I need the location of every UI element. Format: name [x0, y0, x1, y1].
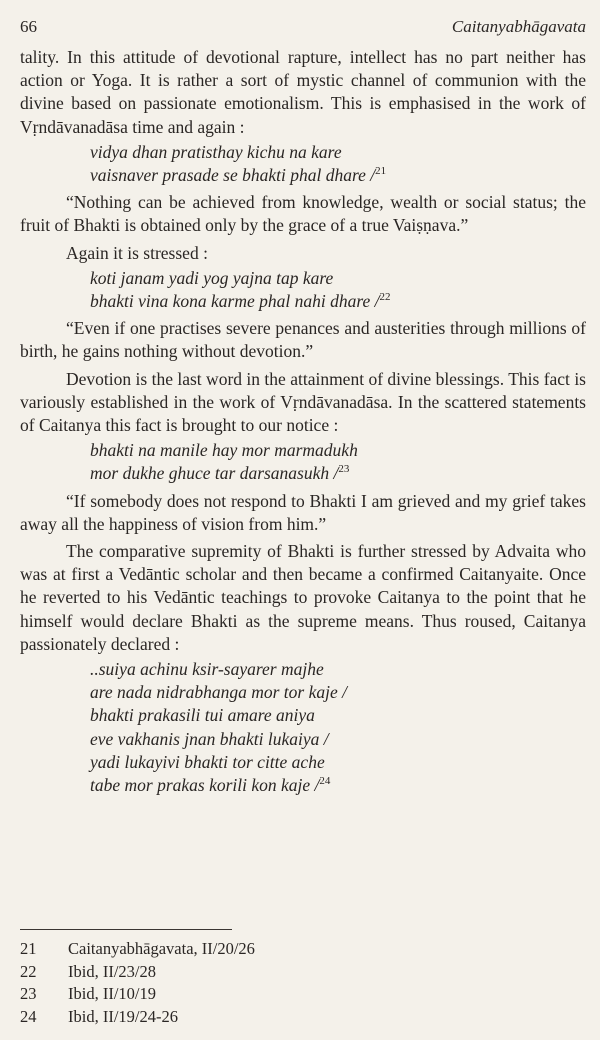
footnote-number: 23 [20, 984, 37, 1003]
footnote-text: Ibid, II/23/28 [68, 961, 156, 981]
footnote-text: Ibid, II/19/24-26 [68, 1006, 178, 1026]
page-number: 66 [20, 17, 37, 36]
verse-quote [90, 141, 586, 187]
verse-line: bhakti vina kona karme phal nahi dhare /$^{22}$ [90, 291, 391, 312]
verse-line: koti janam yadi yog yajna tap kare [90, 267, 334, 288]
paragraph: Again it is stressed : [66, 242, 208, 263]
footnote [20, 1006, 580, 1029]
verse-quote [90, 439, 586, 485]
paragraph: Devotion is the last word in the attainment of divine blessings. This fact is variously established in the work of Vṛndāvanadāsa. In the scattered statements of Caitanya this fact is brought to our notice : [20, 368, 586, 436]
main-text [20, 46, 586, 801]
footnote-ref: 24 [319, 775, 331, 788]
verse-line: are nada nidrabhanga mor tor kaje / [90, 682, 347, 703]
paragraph: “If somebody does not respond to Bhakti I am grieved and my grief takes away all the happiness of vision from him.” [20, 490, 586, 534]
page-header [20, 14, 586, 40]
footnote-number: 22 [20, 961, 37, 981]
verse-quote [90, 658, 586, 797]
verse-line: vidya dhan pratisthay kichu na kare [90, 141, 342, 162]
verse-quote [90, 267, 586, 313]
footnote-number: 21 [20, 939, 37, 958]
paragraph: “Even if one practises severe penances and austerities through millions of birth, he gains nothing without devotion.” [20, 318, 586, 362]
footnote-text: Caitanyabhāgavata, II/20/26 [68, 939, 255, 958]
footnotes [20, 938, 580, 1028]
footnote [20, 961, 580, 984]
verse-line: yadi lukayivi bhakti tor citte ache [90, 751, 325, 772]
verse-line: mor dukhe ghuce tar darsanasukh /$^{23}$ [90, 463, 350, 484]
footnote-divider [20, 929, 232, 930]
verse-line: bhakti prakasili tui amare aniya [90, 705, 315, 726]
verse-line: tabe mor prakas korili kon kaje /$^{24}$ [90, 775, 331, 796]
paragraph: tality. In this attitude of devotional rapture, intellect has no part neither has action or Yoga. It is rather a sort of mystic channel of communion with the divine based on passionate emotionalism. This is emphasised in the work of Vṛndāvanadāsa time and again : [20, 47, 586, 137]
verse-line: bhakti na manile hay mor marmadukh [90, 440, 358, 461]
footnote-ref: 21 [375, 165, 387, 178]
footnote [20, 938, 580, 961]
paragraph: The comparative supremity of Bhakti is further stressed by Advaita who was at first a Vedāntic scholar and then became a confirmed Caitanyaite. Once he reverted to his Vedāntic teachings to provoke Caitanya to the point that he himself would declare Bhakti as the supreme means. Thus roused, Caitanya passionately declared : [20, 541, 586, 654]
running-title: Caitanyabhāgavata [451, 17, 586, 36]
footnote [20, 983, 580, 1006]
footnote-number: 24 [20, 1006, 37, 1026]
footnote-text: Ibid, II/10/19 [68, 984, 156, 1003]
footnote-ref: 23 [338, 463, 350, 476]
verse-line: ..suiya achinu ksir-sayarer majhe [90, 659, 324, 680]
paragraph: “Nothing can be achieved from knowledge, wealth or social status; the fruit of Bhakti is obtained only by the grace of a true Vaiṣṇava.” [20, 192, 586, 236]
verse-line: eve vakhanis jnan bhakti lukaiya / [90, 728, 329, 749]
verse-line: vaisnaver prasade se bhakti phal dhare /$^{21}$ [90, 165, 387, 186]
footnote-ref: 22 [379, 291, 391, 304]
